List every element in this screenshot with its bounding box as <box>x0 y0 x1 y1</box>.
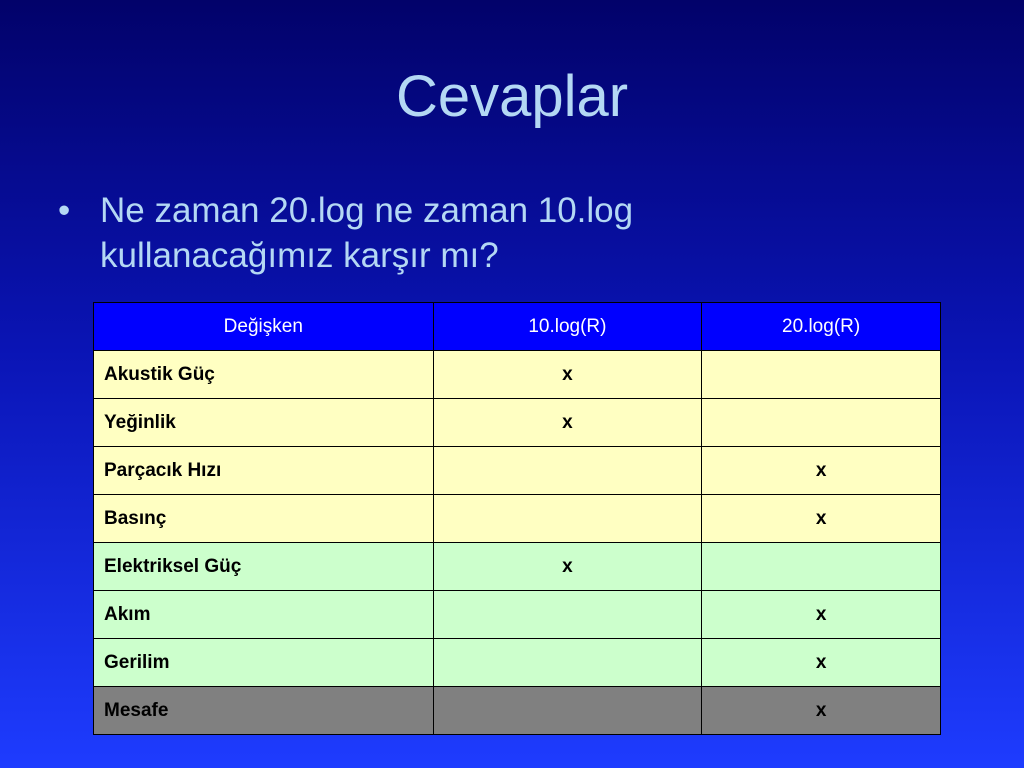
log20-cell <box>702 399 941 447</box>
log20-cell <box>702 351 941 399</box>
table-row <box>94 687 941 735</box>
table-row <box>94 495 941 543</box>
log10-cell <box>433 591 702 639</box>
slide-title: Cevaplar <box>395 64 629 129</box>
table-row <box>94 639 941 687</box>
table-row <box>94 399 941 447</box>
variable-cell: Mesafe <box>94 687 434 735</box>
header-20log: 20.log(R) <box>702 303 941 351</box>
log20-cell: x <box>702 687 941 735</box>
log20-cell: x <box>702 447 941 495</box>
log20-cell: x <box>702 639 941 687</box>
table-row <box>94 447 941 495</box>
variable-cell: Elektriksel Güç <box>94 543 434 591</box>
bullet-text: Ne zaman 20.log ne zaman 10.log kullanacağımız karşır mı? <box>100 191 634 275</box>
variable-cell: Parçacık Hızı <box>94 447 434 495</box>
log10-cell: x <box>433 399 702 447</box>
table-row <box>94 543 941 591</box>
log10-cell <box>433 639 702 687</box>
log10-cell <box>433 495 702 543</box>
table-row <box>94 591 941 639</box>
log20-cell: x <box>702 495 941 543</box>
variable-cell: Yeğinlik <box>94 399 434 447</box>
log10-cell: x <box>433 543 702 591</box>
bullet-icon: • <box>58 191 71 230</box>
log10-cell: x <box>433 351 702 399</box>
variable-cell: Gerilim <box>94 639 434 687</box>
log20-cell: x <box>702 591 941 639</box>
variable-cell: Akustik Güç <box>94 351 434 399</box>
log20-cell <box>702 543 941 591</box>
answers-table <box>93 302 941 735</box>
log10-cell <box>433 447 702 495</box>
log10-cell <box>433 687 702 735</box>
table-row <box>94 351 941 399</box>
table-header-row <box>94 303 941 351</box>
variable-cell: Akım <box>94 591 434 639</box>
header-variable: Değişken <box>94 303 434 351</box>
variable-cell: Basınç <box>94 495 434 543</box>
header-10log: 10.log(R) <box>433 303 702 351</box>
